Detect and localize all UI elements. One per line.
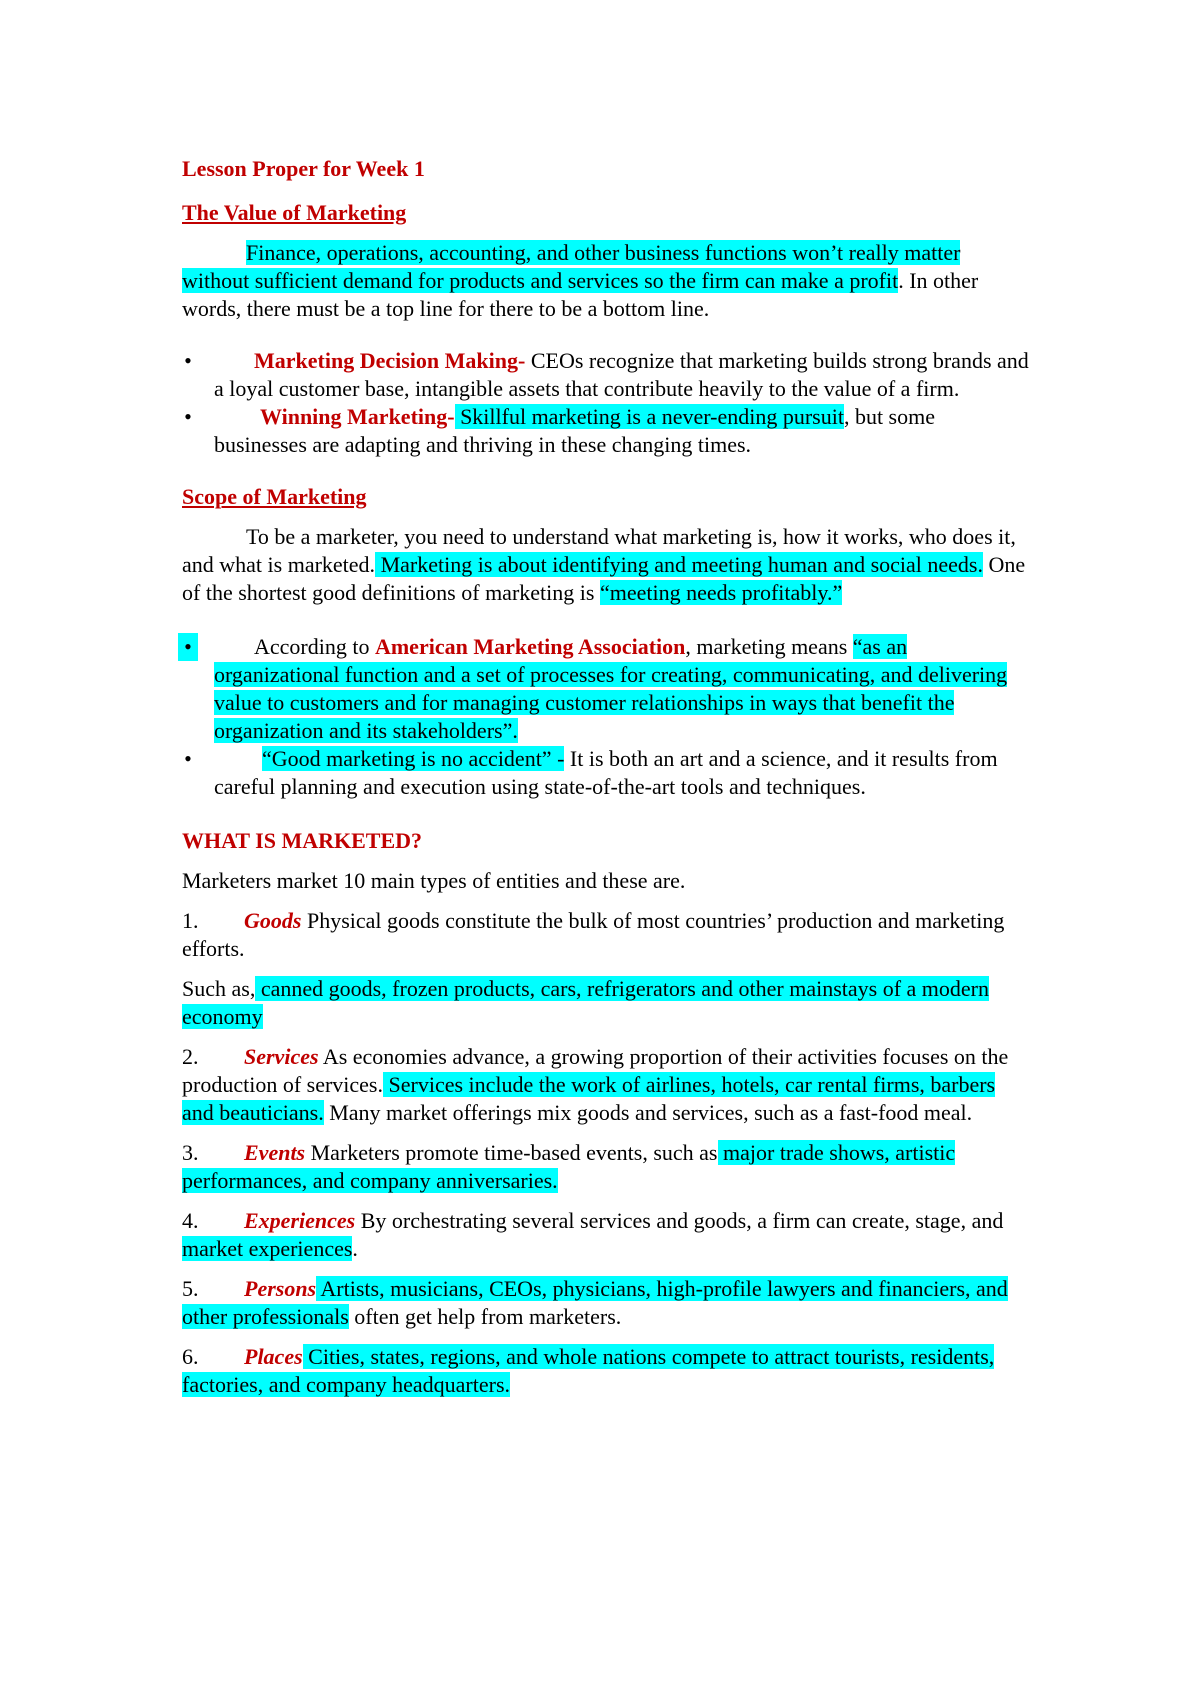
item-text: . [352, 1236, 358, 1261]
list-item [182, 633, 1032, 745]
highlighted-text: Marketing is about identifying and meeting human and social needs. [375, 552, 983, 577]
highlighted-text: Services include the work of airlines, hotels, car rental firms, barbers and beauticians. [182, 1072, 996, 1125]
item-text: As economies advance, a growing proportion of their activities focuses on the production of services. [182, 1044, 1009, 1097]
bullet-text: , marketing means [685, 634, 853, 659]
paragraph-scope-of-marketing [182, 523, 1032, 607]
item-number: 4. [182, 1208, 199, 1233]
item-term: Services [244, 1044, 319, 1069]
item-term: Events [244, 1140, 306, 1165]
item-number: 1. [182, 908, 199, 933]
numbered-item-places [182, 1343, 1032, 1399]
bullet-term: Winning Marketing- [260, 404, 455, 429]
highlighted-text: Cities, states, regions, and whole nations compete to attract tourists, residents, factories, and company headquarters. [182, 1344, 995, 1397]
item-text: often get help from marketers. [348, 1304, 622, 1329]
section-heading-value-of-marketing: The Value of Marketing [182, 200, 407, 225]
highlighted-text: Artists, musicians, CEOs, physicians, high-profile lawyers and financiers, and other professionals [182, 1276, 1008, 1329]
numbered-item-goods [182, 907, 1032, 963]
item-number: 3. [182, 1140, 199, 1165]
highlighted-text: “Good marketing is no accident” - [262, 746, 565, 771]
bullet-icon: • [178, 633, 198, 661]
such-as-paragraph [182, 975, 1032, 1031]
numbered-item-events [182, 1139, 1032, 1195]
lesson-title: Lesson Proper for Week 1 [182, 156, 425, 181]
bullet-text: According to [254, 634, 375, 659]
numbered-item-experiences [182, 1207, 1032, 1263]
bullet-text: It is both an art and a science, and it results from careful planning and execution using state-of-the-art tools and techniques. [214, 746, 998, 799]
highlighted-text: Finance, operations, accounting, and other business functions won’t really matter without sufficient demand for products and services so the firm can make a profit [182, 240, 961, 293]
intro-text: Marketers market 10 main types of entities and these are. [182, 868, 686, 893]
paragraph-value-of-marketing [182, 239, 1032, 323]
item-number: 5. [182, 1276, 199, 1301]
paragraph-text: Such as, [182, 976, 256, 1001]
section-heading-what-is-marketed: WHAT IS MARKETED? [182, 828, 423, 853]
item-term: Persons [244, 1276, 317, 1301]
bullet-list-scope [182, 633, 1032, 801]
paragraph-text: To be a marketer, you need to understand what marketing is, how it works, who does it, and what is marketed. [182, 524, 1016, 577]
item-text: Many market offerings mix goods and services, such as a fast-food meal. [323, 1100, 973, 1125]
list-item [182, 745, 1032, 801]
item-number: 6. [182, 1344, 199, 1369]
bullet-term: American Marketing Association [374, 634, 686, 659]
numbered-item-persons [182, 1275, 1032, 1331]
bullet-text: CEOs recognize that marketing builds strong brands and a loyal customer base, intangible assets that contribute heavily to the value of a firm. [214, 348, 1029, 401]
paragraph-text: . In other words, there must be a top line for there to be a bottom line. [182, 268, 979, 321]
bullet-icon: • [184, 746, 192, 771]
section-heading-scope-of-marketing: Scope of Marketing [182, 484, 367, 509]
document-content [182, 155, 1032, 1399]
highlighted-text: market experiences [182, 1236, 353, 1261]
bullet-text: , but some businesses are adapting and thriving in these changing times. [214, 404, 935, 457]
paragraph-text: One of the shortest good definitions of marketing is [182, 552, 1026, 605]
numbered-item-services [182, 1043, 1032, 1127]
item-text: Marketers promote time-based events, such as [305, 1140, 718, 1165]
highlighted-text: canned goods, frozen products, cars, refrigerators and other mainstays of a modern economy [182, 976, 990, 1029]
bullet-icon: • [184, 404, 192, 429]
highlighted-text: “meeting needs profitably.” [599, 580, 843, 605]
item-term: Places [244, 1344, 303, 1369]
highlighted-text: major trade shows, artistic performances, and company anniversaries. [182, 1140, 956, 1193]
bullet-term: Marketing Decision Making- [254, 348, 526, 373]
bullet-list-value [182, 347, 1032, 459]
bullet-icon: • [184, 348, 192, 373]
list-item [182, 403, 1032, 459]
item-text: By orchestrating several services and goods, a firm can create, stage, and [355, 1208, 1004, 1233]
item-term: Experiences [244, 1208, 356, 1233]
item-number: 2. [182, 1044, 199, 1069]
item-text: Physical goods constitute the bulk of most countries’ production and marketing efforts. [182, 908, 1005, 961]
highlighted-text: Skillful marketing is a never-ending pursuit [454, 404, 844, 429]
list-item [182, 347, 1032, 403]
highlighted-text: “as an organizational function and a set of processes for creating, communicating, and delivering value to customers and for managing customer relationships in ways that benefit the organization and its stakeholders”. [214, 634, 1008, 743]
item-term: Goods [244, 908, 302, 933]
